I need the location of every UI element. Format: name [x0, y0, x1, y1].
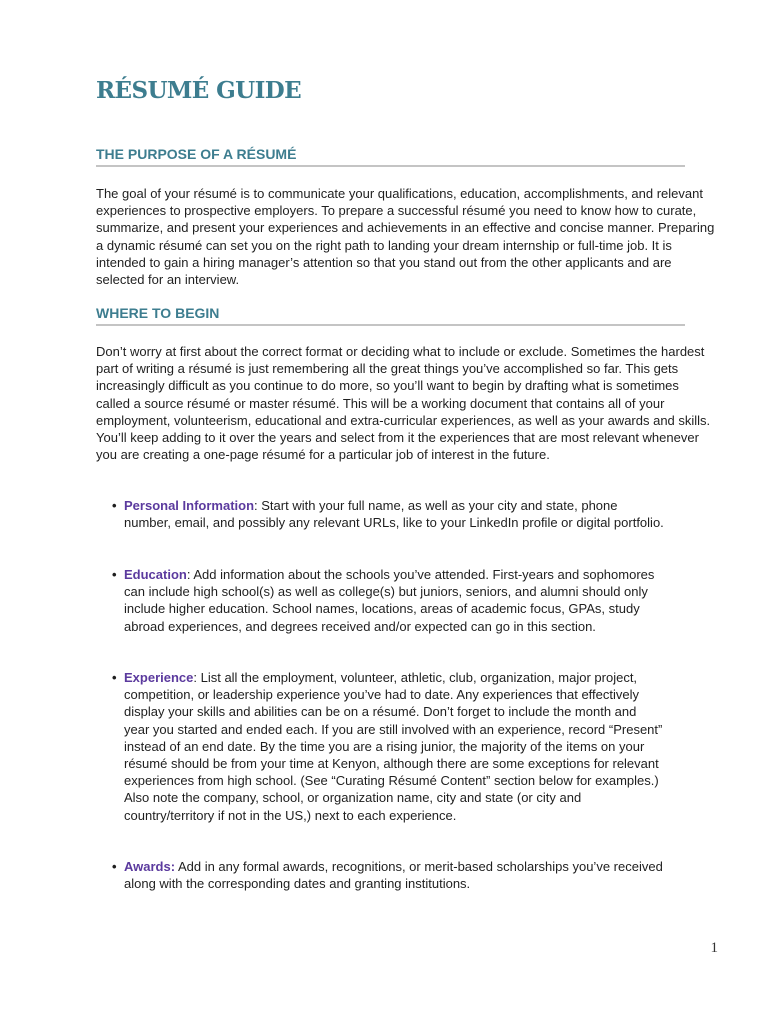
bullet-text: : Add information about the schools you’ve attended. First-years and sophomores can include high school(s) as well as college(s) but juniors, seniors, and alumni should only include higher education. School names, locations, areas of academic focus, GPAs, study abroad experiences, and degrees received and/or expected can go in this section.: [124, 567, 655, 634]
bullet-text: : List all the employment, volunteer, athletic, club, organization, major project, competition, or leadership experience you’ve had to date. Any experiences that effectively display your skills and abilities can be on a résumé. Don’t forget to include the month and year you started and ended each. If you are still involved with an experience, record “Present” instead of an end date. By the time you are a rising junior, the majority of the items on your résumé should be from your time at Kenyon, although there are some exceptions for relevant experiences from high school. (See “Curating Résumé Content” section below for examples.) Also note the company, school, or organization name, city and state (or city and country/territory if not in the US,) next to each experience.: [124, 670, 663, 823]
bullet-icon: •: [112, 670, 117, 685]
document-title: RÉSUMÉ GUIDE: [96, 77, 302, 104]
bullet-icon: •: [112, 498, 117, 513]
bullet-text: : Start with your full name, as well as your city and state, phone number, email, and possibly any relevant URLs, like to your LinkedIn profile or digital portfolio.: [124, 498, 664, 531]
list-item-education: [112, 566, 664, 635]
section-body-purpose: The goal of your résumé is to communicate your qualifications, education, accomplishments, and relevant experiences to prospective employers. To prepare a successful résumé you need to know how to curate, summarize, and present your experiences and achievements in an effective and concise manner. Preparing a dynamic résumé can set you on the right path to landing your dream internship or full-time job. It is intended to gain a hiring manager’s attention so that you stand out from the other applicants and are selected for an interview.: [96, 186, 715, 288]
bullet-term: Awards:: [124, 859, 176, 874]
bullet-text: Add in any formal awards, recognitions, or merit-based scholarships you’ve received along with the corresponding dates and granting institutions.: [124, 859, 663, 892]
section-heading-where-to-begin: WHERE TO BEGIN: [96, 305, 685, 326]
list-item-awards: [112, 858, 664, 892]
section-body-where-to-begin: Don’t worry at first about the correct format or deciding what to include or exclude. Sometimes the hardest part of writing a résumé is just remembering all the great things you’ve accomplished so far. This gets increasingly difficult as you continue to do more, so you’ll want to begin by drafting what is sometimes called a source résumé or master résumé. This will be a working document that contains all of your employment, volunteerism, educational and extra-curricular experiences, as well as your awards and skills. You’ll keep adding to it over the years and select from it the experiences that are most relevant whenever you are creating a one-page résumé for a particular job of interest in the future.: [96, 344, 711, 463]
list-item-personal-information: [112, 497, 664, 531]
bullet-icon: •: [112, 859, 117, 874]
list-item-experience: [112, 669, 664, 824]
bullet-icon: •: [112, 567, 117, 582]
bullet-term: Personal Information: [124, 498, 255, 513]
bullet-term: Experience: [124, 670, 194, 685]
page-number: 1: [710, 940, 718, 956]
section-heading-purpose: THE PURPOSE OF A RÉSUMÉ: [96, 146, 685, 167]
bullet-term: Education: [124, 567, 187, 582]
